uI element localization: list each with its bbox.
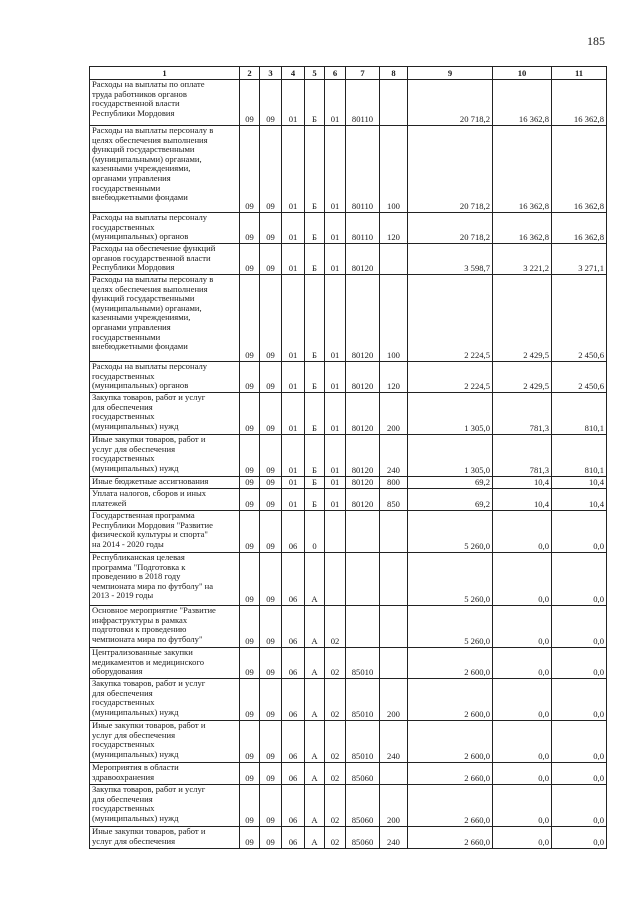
code-cell: 06 <box>282 827 305 849</box>
code-cell: 01 <box>282 393 305 435</box>
amount-cell: 0,0 <box>493 721 552 763</box>
amount-cell: 0,0 <box>552 511 607 553</box>
amount-cell: 781,3 <box>493 393 552 435</box>
code-cell: 01 <box>325 362 346 393</box>
code-cell: 09 <box>260 511 282 553</box>
table-row <box>90 393 607 435</box>
code-cell: А <box>305 785 325 827</box>
amount-cell: 16 362,8 <box>493 126 552 213</box>
code-cell: 09 <box>260 80 282 126</box>
code-cell: 09 <box>260 213 282 244</box>
amount-cell: 3 598,7 <box>408 244 493 275</box>
code-cell: 200 <box>380 393 408 435</box>
code-cell: 09 <box>260 648 282 679</box>
code-cell <box>325 511 346 553</box>
code-cell: 06 <box>282 606 305 648</box>
code-cell: 02 <box>325 648 346 679</box>
table-row <box>90 213 607 244</box>
header-cell: 3 <box>260 67 282 80</box>
code-cell: 09 <box>260 244 282 275</box>
code-cell: 09 <box>260 393 282 435</box>
code-cell: 09 <box>260 362 282 393</box>
code-cell: 02 <box>325 827 346 849</box>
code-cell <box>380 244 408 275</box>
code-cell: Б <box>305 435 325 477</box>
code-cell <box>380 553 408 606</box>
code-cell: 09 <box>240 553 260 606</box>
description-cell: Централизованные закупки медикаментов и медицинского оборудования <box>90 648 240 679</box>
code-cell: Б <box>305 489 325 511</box>
code-cell: 09 <box>240 213 260 244</box>
amount-cell: 2 224,5 <box>408 362 493 393</box>
table-row <box>90 827 607 849</box>
table-row <box>90 362 607 393</box>
amount-cell: 2 600,0 <box>408 721 493 763</box>
amount-cell: 16 362,8 <box>493 80 552 126</box>
amount-cell: 16 362,8 <box>493 213 552 244</box>
code-cell: 85010 <box>346 721 380 763</box>
amount-cell: 0,0 <box>493 763 552 785</box>
code-cell: А <box>305 606 325 648</box>
amount-cell: 0,0 <box>552 606 607 648</box>
code-cell: 800 <box>380 477 408 489</box>
amount-cell: 16 362,8 <box>552 213 607 244</box>
code-cell: 09 <box>240 275 260 362</box>
header-cell: 7 <box>346 67 380 80</box>
table-row <box>90 785 607 827</box>
table-row <box>90 126 607 213</box>
amount-cell: 3 271,1 <box>552 244 607 275</box>
header-cell: 1 <box>90 67 240 80</box>
table-row <box>90 679 607 721</box>
code-cell: 80120 <box>346 362 380 393</box>
code-cell: 100 <box>380 275 408 362</box>
description-cell: Расходы на обеспечение функций органов государственной власти Республики Мордовия <box>90 244 240 275</box>
description-cell: Расходы на выплаты персоналу государственных (муниципальных) органов <box>90 362 240 393</box>
description-cell: Расходы на выплаты персоналу в целях обеспечения выполнения функций государственными (муниципальными) органами, казенными учреждениями, органами управления государственными внебюджетными фондами <box>90 126 240 213</box>
code-cell: Б <box>305 362 325 393</box>
code-cell <box>325 553 346 606</box>
amount-cell: 0,0 <box>552 785 607 827</box>
code-cell: 09 <box>240 489 260 511</box>
amount-cell: 0,0 <box>552 763 607 785</box>
code-cell: 06 <box>282 511 305 553</box>
code-cell: А <box>305 827 325 849</box>
code-cell: 01 <box>325 80 346 126</box>
code-cell: 09 <box>240 648 260 679</box>
code-cell: 01 <box>282 477 305 489</box>
code-cell: 01 <box>325 477 346 489</box>
amount-cell: 1 305,0 <box>408 435 493 477</box>
header-cell: 4 <box>282 67 305 80</box>
code-cell: 01 <box>282 244 305 275</box>
code-cell: 80110 <box>346 80 380 126</box>
description-cell: Мероприятия в области здравоохранения <box>90 763 240 785</box>
code-cell: 09 <box>260 721 282 763</box>
code-cell: 85060 <box>346 827 380 849</box>
description-cell: Закупка товаров, работ и услуг для обеспечения государственных (муниципальных) нужд <box>90 679 240 721</box>
code-cell: Б <box>305 393 325 435</box>
code-cell: 120 <box>380 213 408 244</box>
code-cell: 06 <box>282 721 305 763</box>
code-cell: 09 <box>240 362 260 393</box>
description-cell: Расходы на выплаты персоналу государственных (муниципальных) органов <box>90 213 240 244</box>
table-row <box>90 275 607 362</box>
amount-cell: 0,0 <box>493 679 552 721</box>
table-row <box>90 648 607 679</box>
code-cell: Б <box>305 244 325 275</box>
code-cell: 09 <box>260 679 282 721</box>
table-row <box>90 477 607 489</box>
amount-cell: 10,4 <box>493 477 552 489</box>
header-cell: 9 <box>408 67 493 80</box>
page-number: 185 <box>587 34 605 48</box>
table-row <box>90 511 607 553</box>
table-row <box>90 606 607 648</box>
amount-cell: 2 660,0 <box>408 763 493 785</box>
code-cell <box>346 511 380 553</box>
code-cell: 09 <box>240 435 260 477</box>
amount-cell: 2 660,0 <box>408 827 493 849</box>
code-cell: 01 <box>282 362 305 393</box>
code-cell: 240 <box>380 721 408 763</box>
code-cell: 09 <box>240 80 260 126</box>
header-cell: 5 <box>305 67 325 80</box>
header-cell: 6 <box>325 67 346 80</box>
amount-cell: 3 221,2 <box>493 244 552 275</box>
table-row <box>90 721 607 763</box>
code-cell <box>380 648 408 679</box>
code-cell: 09 <box>240 511 260 553</box>
header-cell: 2 <box>240 67 260 80</box>
code-cell: 09 <box>260 553 282 606</box>
description-cell: Закупка товаров, работ и услуг для обеспечения государственных (муниципальных) нужд <box>90 393 240 435</box>
code-cell: А <box>305 721 325 763</box>
code-cell: 850 <box>380 489 408 511</box>
code-cell: 80120 <box>346 393 380 435</box>
code-cell: 09 <box>260 827 282 849</box>
code-cell: А <box>305 648 325 679</box>
code-cell: 09 <box>240 244 260 275</box>
code-cell: 01 <box>325 435 346 477</box>
table-row <box>90 553 607 606</box>
code-cell: 01 <box>325 275 346 362</box>
code-cell: 09 <box>240 721 260 763</box>
code-cell: 80120 <box>346 489 380 511</box>
code-cell: 85060 <box>346 763 380 785</box>
amount-cell: 0,0 <box>552 679 607 721</box>
code-cell: 01 <box>282 126 305 213</box>
code-cell: 80110 <box>346 213 380 244</box>
amount-cell: 0,0 <box>493 553 552 606</box>
code-cell: 09 <box>260 489 282 511</box>
code-cell: Б <box>305 80 325 126</box>
code-cell: 0 <box>305 511 325 553</box>
description-cell: Республиканская целевая программа "Подготовка к проведению в 2018 году чемпионата мира по футболу" на 2013 - 2019 годы <box>90 553 240 606</box>
table-row <box>90 244 607 275</box>
code-cell: 09 <box>260 126 282 213</box>
code-cell <box>380 80 408 126</box>
code-cell: 09 <box>260 477 282 489</box>
amount-cell: 20 718,2 <box>408 126 493 213</box>
amount-cell: 2 429,5 <box>493 275 552 362</box>
code-cell: 120 <box>380 362 408 393</box>
code-cell: 100 <box>380 126 408 213</box>
code-cell: 240 <box>380 827 408 849</box>
code-cell: 09 <box>240 785 260 827</box>
code-cell: 240 <box>380 435 408 477</box>
description-cell: Закупка товаров, работ и услуг для обеспечения государственных (муниципальных) нужд <box>90 785 240 827</box>
amount-cell: 16 362,8 <box>552 80 607 126</box>
amount-cell: 0,0 <box>493 648 552 679</box>
code-cell: 200 <box>380 679 408 721</box>
amount-cell: 2 429,5 <box>493 362 552 393</box>
code-cell <box>380 763 408 785</box>
description-cell: Иные закупки товаров, работ и услуг для обеспечения <box>90 827 240 849</box>
amount-cell: 10,4 <box>552 489 607 511</box>
code-cell: 01 <box>325 126 346 213</box>
code-cell: 80120 <box>346 435 380 477</box>
code-cell: Б <box>305 477 325 489</box>
code-cell: 09 <box>260 785 282 827</box>
code-cell: 09 <box>240 393 260 435</box>
budget-table <box>89 66 607 849</box>
code-cell: 09 <box>240 126 260 213</box>
amount-cell: 10,4 <box>493 489 552 511</box>
code-cell: 06 <box>282 648 305 679</box>
header-row <box>90 67 607 80</box>
header-cell: 10 <box>493 67 552 80</box>
amount-cell: 810,1 <box>552 435 607 477</box>
description-cell: Иные бюджетные ассигнования <box>90 477 240 489</box>
code-cell: 01 <box>282 213 305 244</box>
code-cell: 06 <box>282 553 305 606</box>
amount-cell: 69,2 <box>408 477 493 489</box>
code-cell: 09 <box>240 477 260 489</box>
code-cell: 200 <box>380 785 408 827</box>
code-cell: 09 <box>240 679 260 721</box>
code-cell: 06 <box>282 763 305 785</box>
code-cell: Б <box>305 275 325 362</box>
amount-cell: 0,0 <box>493 606 552 648</box>
code-cell: 80120 <box>346 477 380 489</box>
amount-cell: 5 260,0 <box>408 606 493 648</box>
header-cell: 11 <box>552 67 607 80</box>
code-cell: Б <box>305 126 325 213</box>
code-cell: 09 <box>240 606 260 648</box>
amount-cell: 2 660,0 <box>408 785 493 827</box>
code-cell: 01 <box>282 435 305 477</box>
description-cell: Расходы на выплаты по оплате труда работников органов государственной власти Республики Мордовия <box>90 80 240 126</box>
amount-cell: 2 450,6 <box>552 362 607 393</box>
amount-cell: 0,0 <box>493 785 552 827</box>
code-cell <box>380 606 408 648</box>
code-cell: 09 <box>260 275 282 362</box>
amount-cell: 16 362,8 <box>552 126 607 213</box>
code-cell: 02 <box>325 763 346 785</box>
amount-cell: 2 600,0 <box>408 679 493 721</box>
code-cell: 01 <box>325 489 346 511</box>
code-cell: 85010 <box>346 679 380 721</box>
amount-cell: 0,0 <box>493 827 552 849</box>
code-cell: 85010 <box>346 648 380 679</box>
description-cell: Государственная программа Республики Мордовия "Развитие физической культуры и спорта" на 2014 - 2020 годы <box>90 511 240 553</box>
code-cell: А <box>305 763 325 785</box>
code-cell: 01 <box>282 275 305 362</box>
table-row <box>90 489 607 511</box>
amount-cell: 0,0 <box>552 553 607 606</box>
code-cell: 01 <box>325 213 346 244</box>
amount-cell: 10,4 <box>552 477 607 489</box>
code-cell: 01 <box>325 393 346 435</box>
code-cell: Б <box>305 213 325 244</box>
code-cell: 85060 <box>346 785 380 827</box>
code-cell: А <box>305 553 325 606</box>
code-cell: 09 <box>240 763 260 785</box>
amount-cell: 0,0 <box>552 721 607 763</box>
amount-cell: 0,0 <box>552 827 607 849</box>
code-cell: 09 <box>260 435 282 477</box>
code-cell: А <box>305 679 325 721</box>
amount-cell: 20 718,2 <box>408 213 493 244</box>
description-cell: Расходы на выплаты персоналу в целях обеспечения выполнения функций государственными (муниципальными) органами, казенными учреждениями, органами управления государственными внебюджетными фондами <box>90 275 240 362</box>
amount-cell: 2 224,5 <box>408 275 493 362</box>
description-cell: Основное мероприятие "Развитие инфраструктуры в рамках подготовки к проведению чемпионата мира по футболу" <box>90 606 240 648</box>
code-cell: 06 <box>282 785 305 827</box>
table-row <box>90 763 607 785</box>
code-cell: 01 <box>325 244 346 275</box>
amount-cell: 5 260,0 <box>408 553 493 606</box>
table-row <box>90 435 607 477</box>
code-cell: 02 <box>325 721 346 763</box>
code-cell: 01 <box>282 80 305 126</box>
amount-cell: 20 718,2 <box>408 80 493 126</box>
code-cell: 01 <box>282 489 305 511</box>
amount-cell: 0,0 <box>493 511 552 553</box>
code-cell: 09 <box>240 827 260 849</box>
table-row <box>90 80 607 126</box>
code-cell: 09 <box>260 763 282 785</box>
code-cell: 80110 <box>346 126 380 213</box>
amount-cell: 5 260,0 <box>408 511 493 553</box>
amount-cell: 1 305,0 <box>408 393 493 435</box>
code-cell: 06 <box>282 679 305 721</box>
description-cell: Иные закупки товаров, работ и услуг для обеспечения государственных (муниципальных) нужд <box>90 435 240 477</box>
amount-cell: 0,0 <box>552 648 607 679</box>
code-cell: 02 <box>325 679 346 721</box>
code-cell <box>346 553 380 606</box>
header-cell: 8 <box>380 67 408 80</box>
table-body <box>90 80 607 849</box>
description-cell: Уплата налогов, сборов и иных платежей <box>90 489 240 511</box>
amount-cell: 69,2 <box>408 489 493 511</box>
amount-cell: 2 450,6 <box>552 275 607 362</box>
code-cell: 80120 <box>346 244 380 275</box>
code-cell <box>380 511 408 553</box>
code-cell: 09 <box>260 606 282 648</box>
code-cell: 02 <box>325 785 346 827</box>
description-cell: Иные закупки товаров, работ и услуг для обеспечения государственных (муниципальных) нужд <box>90 721 240 763</box>
code-cell: 80120 <box>346 275 380 362</box>
amount-cell: 781,3 <box>493 435 552 477</box>
amount-cell: 2 600,0 <box>408 648 493 679</box>
code-cell <box>346 606 380 648</box>
amount-cell: 810,1 <box>552 393 607 435</box>
code-cell: 02 <box>325 606 346 648</box>
